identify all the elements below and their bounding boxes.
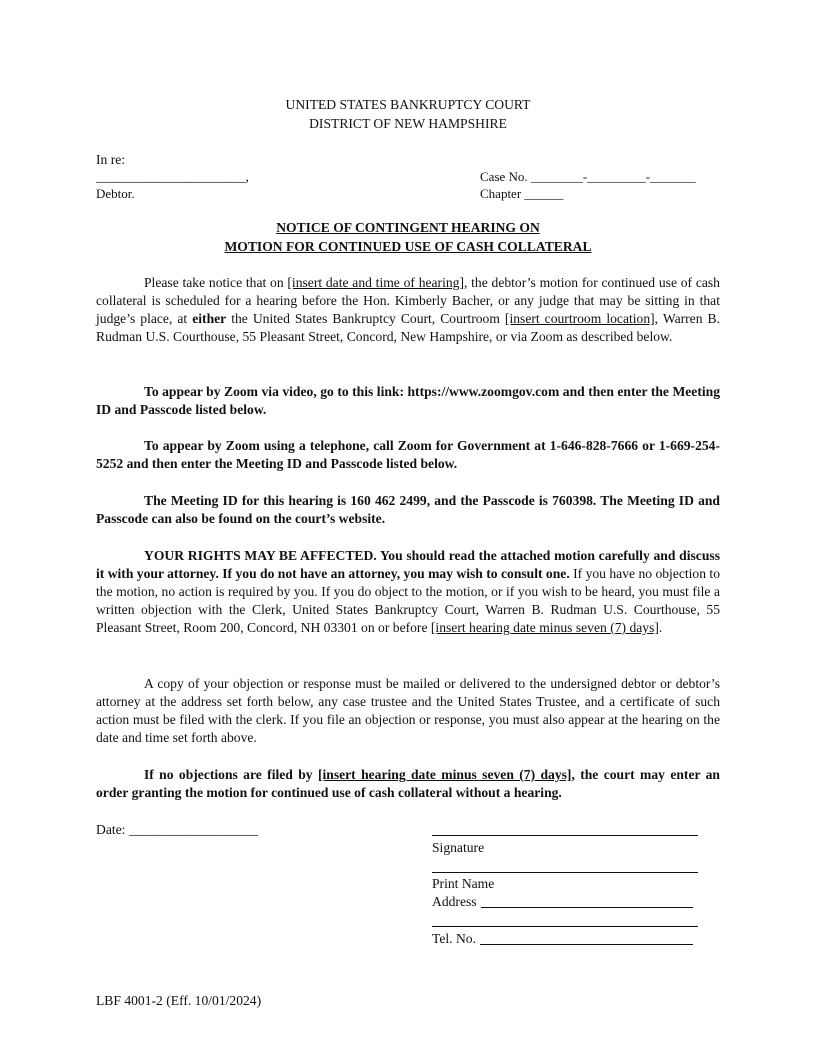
hearing-datetime-placeholder: [insert date and time of hearing]	[287, 275, 464, 290]
objection-service-text: A copy of your objection or response must be mailed or delivered to the undersigned debtor or debtor’s attorney at the address set forth below, any case trustee and the United States Trustee, and a certificate of such action must be filed with the clerk. If you file an objection or response, you must also appear at the hearing on the date and time set forth above.	[96, 676, 720, 745]
meeting-id-paragraph	[96, 492, 720, 528]
case-number-field: Case No. ________-_________-_______	[480, 169, 696, 184]
address-line-2	[432, 926, 698, 927]
rights-warning: YOUR RIGHTS MAY BE AFFECTED. You should read the attached motion carefully and discuss it with your attorney. If you do not have an attorney, you may wish to consult one.	[96, 548, 720, 581]
chapter-field: Chapter ______	[480, 186, 564, 201]
tel-line	[480, 944, 693, 945]
notice-title-line2: MOTION FOR CONTINUED USE OF CASH COLLATERAL	[224, 239, 592, 254]
debtor-label: Debtor.	[96, 186, 135, 201]
notice-title-line1: NOTICE OF CONTINGENT HEARING ON	[276, 220, 540, 235]
signature-line	[432, 835, 698, 836]
zoom-phone-paragraph	[96, 437, 720, 473]
zoom-video-paragraph	[96, 383, 720, 419]
form-footer: LBF 4001-2 (Eff. 10/01/2024)	[96, 993, 262, 1008]
p7-text-a: If no objections are filed by	[144, 767, 318, 782]
p5-text-d: .	[658, 620, 663, 635]
p1-text-c: , the debtor’s motion for continued use of cash collateral is scheduled for a hearing before the Hon. Kimberly Bacher, or any judge that may be sitting in that judge’s place, at	[96, 275, 720, 326]
print-name-line	[432, 872, 698, 873]
hearing-notice-paragraph	[96, 274, 720, 346]
tel-label: Tel. No.	[432, 931, 476, 946]
address-label: Address	[432, 894, 477, 909]
courtroom-placeholder: [insert courtroom location]	[504, 311, 655, 326]
zoom-video-text: To appear by Zoom via video, go to this link: https://www.zoomgov.com and then enter the Meeting ID and Passcode listed below.	[96, 384, 720, 417]
p1-text-a: Please take notice that on	[144, 275, 288, 290]
no-objection-paragraph	[96, 766, 720, 802]
signature-label: Signature	[432, 840, 485, 855]
date-field: Date: ___________________	[96, 822, 258, 837]
p7-text-c: , the court may enter an order granting the motion for continued use of cash collateral without a hearing.	[96, 767, 720, 800]
zoom-phone-text: To appear by Zoom using a telephone, call Zoom for Government at 1-646-828-7666 or 1-669-254-5252 and then enter the Meeting ID and Passcode listed below.	[96, 438, 720, 471]
p5-text-b: If you have no objection to the motion, no action is required by you. If you do object to the motion, or if you wish to be heard, you must file a written objection with the Clerk, United States Bankruptcy Court, Warren B. Rudman U.S. Courthouse, 55 Pleasant Street, Room 200, Concord, NH 03301 on or before	[96, 566, 721, 635]
p1-text-g: , Warren B. Rudman U.S. Courthouse, 55 Pleasant Street, Concord, New Hampshire, or via Zoom as described below.	[96, 311, 720, 344]
objection-deadline-placeholder: [insert hearing date minus seven (7) days]	[430, 620, 659, 635]
print-name-label: Print Name	[432, 876, 495, 891]
address-line	[481, 907, 693, 908]
p1-either: either	[192, 311, 227, 326]
rights-paragraph	[96, 547, 720, 637]
court-district: DISTRICT OF NEW HAMPSHIRE	[309, 116, 507, 131]
p7-deadline-placeholder: [insert hearing date minus seven (7) days]	[317, 767, 572, 782]
debtor-name-blank: ______________________,	[96, 169, 249, 184]
court-name: UNITED STATES BANKRUPTCY COURT	[285, 97, 531, 112]
meeting-id-text: The Meeting ID for this hearing is 160 462 2499, and the Passcode is 760398. The Meeting ID and Passcode can also be found on the court’s website.	[96, 493, 720, 526]
in-re-label: In re:	[96, 152, 126, 167]
objection-service-paragraph	[96, 675, 720, 747]
p1-text-e: the United States Bankruptcy Court, Courtroom	[226, 311, 505, 326]
